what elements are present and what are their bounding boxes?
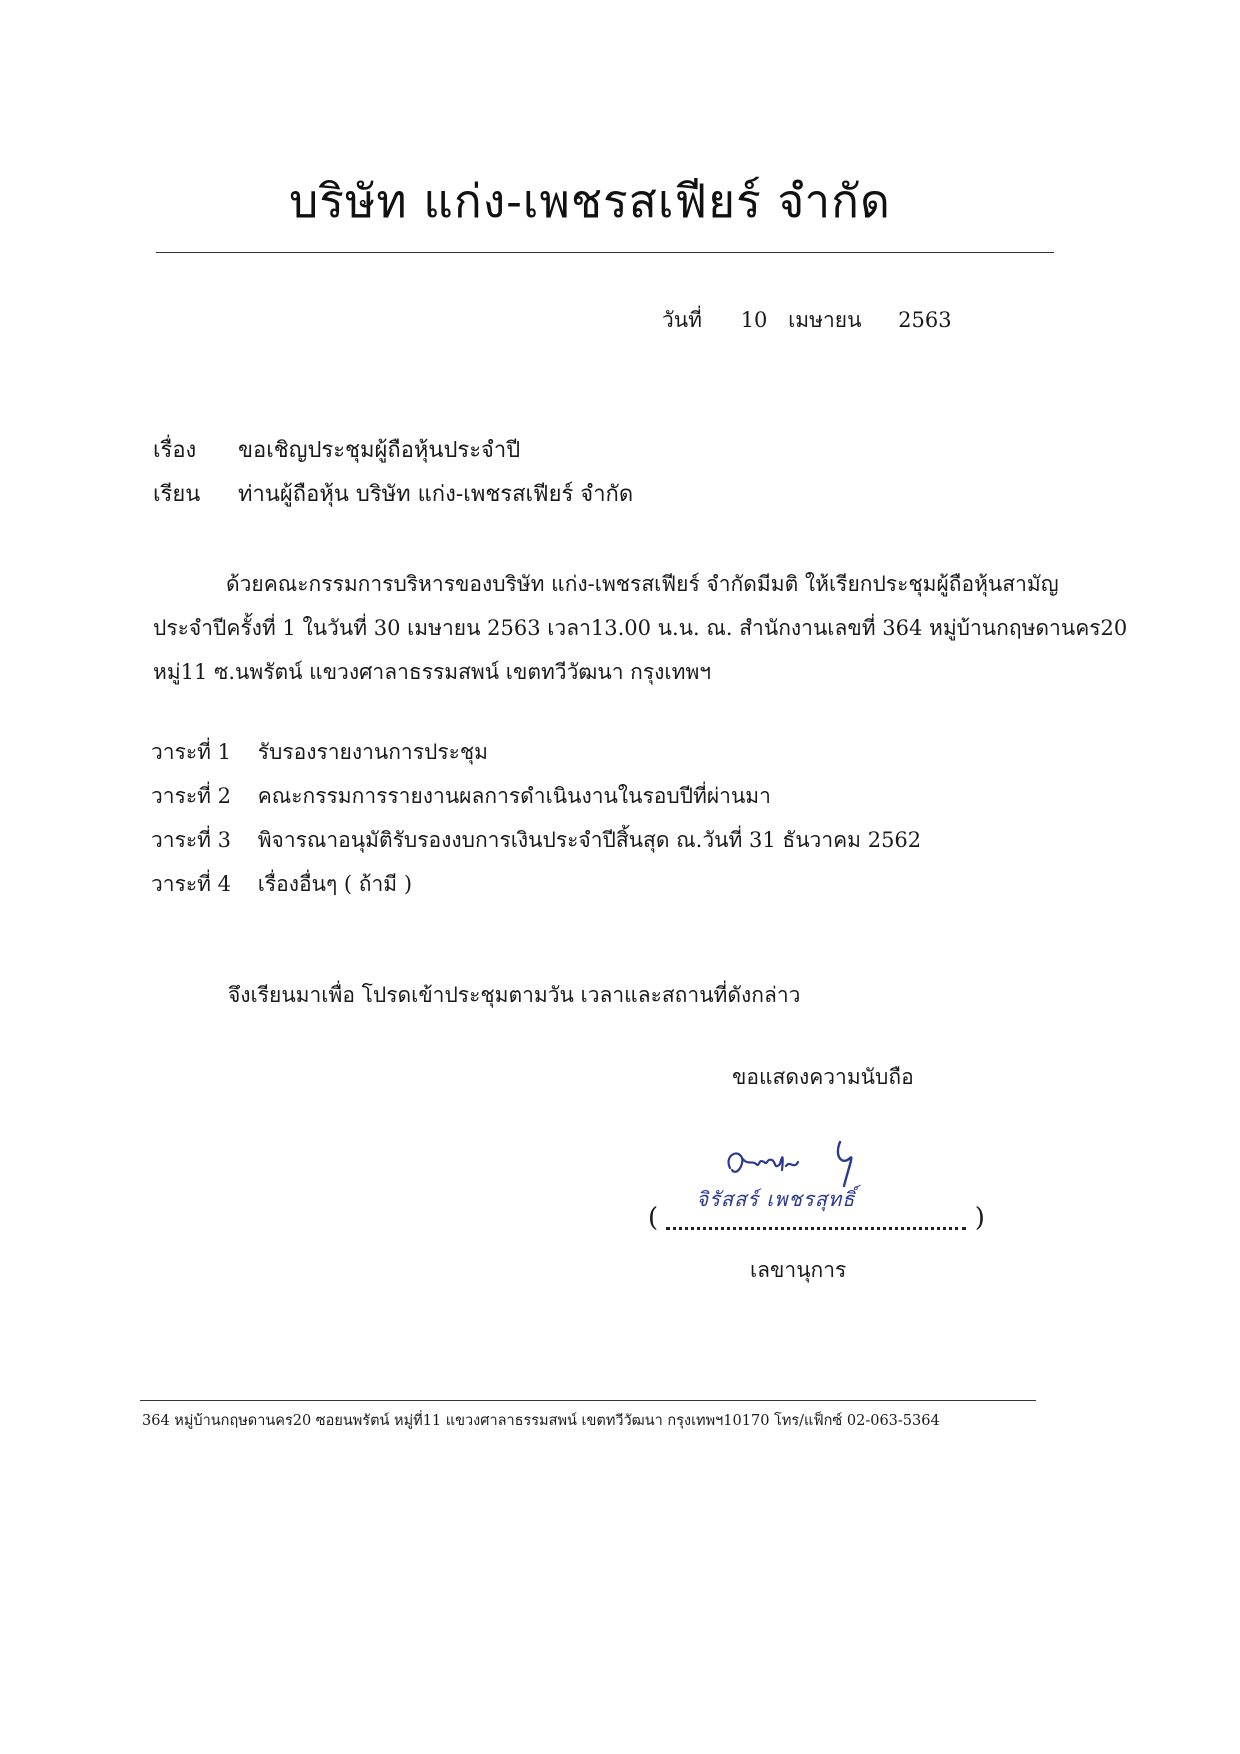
company-title: บริษัท แก่ง-เพชรสเฟียร์ จำกัด xyxy=(289,174,891,228)
footer-divider xyxy=(140,1400,1036,1401)
recipient-row xyxy=(153,476,633,511)
agenda-number: วาระที่ 2 xyxy=(151,784,232,808)
date-day: 10 xyxy=(740,308,768,332)
agenda-number: วาระที่ 1 xyxy=(151,740,232,764)
signatory-position: เลขานุการ xyxy=(750,1258,847,1282)
recipient-text: ท่านผู้ถือหุ้น บริษัท แก่ง-เพชรสเฟียร์ จำกัด xyxy=(238,482,634,507)
date-label: วันที่ xyxy=(662,308,702,332)
agenda-item xyxy=(151,818,921,862)
agenda-text: เรื่องอื่นๆ ( ถ้ามี ) xyxy=(257,872,413,896)
subject-label: เรื่อง xyxy=(153,438,197,463)
header-divider xyxy=(156,252,1054,253)
body-line: ด้วยคณะกรรมการบริหารของบริษัท แก่ง-เพชรสเฟียร์ จำกัดมีมติ ให้เรียกประชุมผู้ถือหุ้นสามัญ xyxy=(226,572,1059,596)
closing-text: จึงเรียนมาเพื่อ โปรดเข้าประชุมตามวัน เวลาและสถานที่ดังกล่าว xyxy=(228,983,801,1007)
agenda-list xyxy=(151,730,921,906)
footer-address: 364 หมู่บ้านกฤษดานคร20 ซอยนพรัตน์ หมู่ที่11 แขวงศาลาธรรมสพน์ เขตทวีวัฒนา กรุงเทพฯ10170 โทร/แฟ็กซ์ 02-063-5364 xyxy=(142,1413,940,1429)
date-month: เมษายน xyxy=(788,308,862,332)
date-year: 2563 xyxy=(898,308,952,332)
name-dotted-line xyxy=(666,1186,966,1230)
signatory-name-line xyxy=(648,1186,985,1234)
regards-text: ขอแสดงความนับถือ xyxy=(732,1065,914,1089)
agenda-item xyxy=(151,774,921,818)
agenda-text: พิจารณาอนุมัติรับรองงบการเงินประจำปีสิ้นสุด ณ.วันที่ 31 ธันวาคม 2562 xyxy=(257,828,922,852)
subject-row xyxy=(153,432,520,467)
agenda-number: วาระที่ 4 xyxy=(151,872,232,896)
body-line: ประจำปีครั้งที่ 1 ในวันที่ 30 เมษายน 2563 เวลา13.00 น.น. ณ. สำนักงานเลขที่ 364 หมู่บ้านกฤษดานคร20 xyxy=(153,616,1128,640)
agenda-number: วาระที่ 3 xyxy=(151,828,232,852)
agenda-text: รับรองรายงานการประชุม xyxy=(257,740,488,764)
agenda-text: คณะกรรมการรายงานผลการดำเนินงานในรอบปีที่ผ่านมา xyxy=(257,784,771,808)
recipient-label: เรียน xyxy=(153,482,201,507)
body-line: หมู่11 ซ.นพรัตน์ แขวงศาลาธรรมสพน์ เขตทวีวัฒนา กรุงเทพฯ xyxy=(153,660,712,684)
open-paren: ( xyxy=(648,1203,659,1233)
agenda-item xyxy=(151,862,921,906)
date-line xyxy=(662,304,952,337)
agenda-item xyxy=(151,730,921,774)
signatory-name: จิรัสสร์ เพชรสุทธิ์ xyxy=(696,1186,856,1211)
close-paren: ) xyxy=(974,1203,985,1233)
body-paragraph xyxy=(153,562,1128,694)
subject-text: ขอเชิญประชุมผู้ถือหุ้นประจำปี xyxy=(238,438,521,463)
